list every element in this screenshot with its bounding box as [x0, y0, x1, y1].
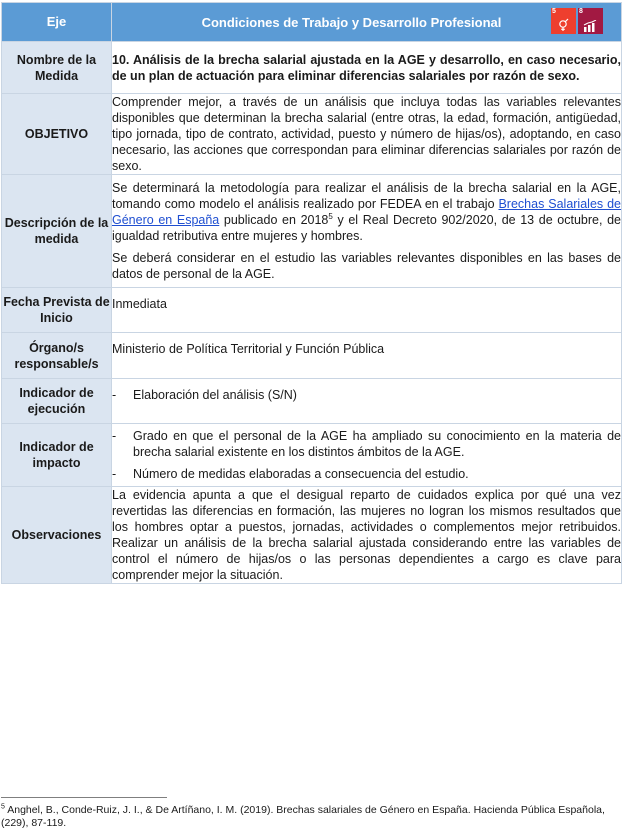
fecha-label: Fecha Prevista de Inicio: [2, 288, 112, 333]
descripcion-text-c: y el Real Decreto 902/2020, de 13 de octubre, de igualdad retributiva entre mujeres y hombres.: [112, 213, 621, 243]
sdg-5-icon: [551, 8, 576, 34]
nombre-value: 10. Análisis de la brecha salarial ajustada en la AGE y desarrollo, en caso necesario, de un plan de actuación para eliminar diferencias salariales por razón de sexo.: [112, 42, 622, 94]
sdg-icons: [551, 8, 603, 34]
gender-equality-icon: [556, 18, 570, 32]
list-item: - Elaboración del análisis (S/N): [112, 387, 621, 403]
axis-title-cell: [112, 3, 622, 42]
footnote-number: 5: [1, 803, 5, 811]
row-descripcion: [2, 175, 622, 288]
row-organo: [2, 333, 622, 379]
footnote-ref: 5: [328, 211, 333, 221]
row-observaciones: [2, 487, 622, 584]
indicador-ejecucion-value: [112, 379, 622, 424]
organo-value: Ministerio de Política Territorial y Función Pública: [112, 333, 622, 379]
nombre-label: Nombre de la Medida: [2, 42, 112, 94]
sdg-5-number: 5: [552, 8, 556, 15]
indicador-impacto-value: [112, 424, 622, 487]
sdg-8-icon: [578, 8, 603, 34]
fecha-value: Inmediata: [112, 288, 622, 333]
row-fecha: [2, 288, 622, 333]
footnote-text: Anghel, B., Conde-Ruiz, J. I., & De Artíñano, I. M. (2019). Brechas salariales de Género en España. Hacienda Pública Española, (229), 87-119.: [1, 804, 605, 829]
descripcion-text-a: Se determinará la metodología para realizar el análisis de la brecha salarial en la AGE, tomando como modelo el análisis realizado por FEDEA en el trabajo: [112, 181, 621, 211]
observaciones-value: La evidencia apunta a que el desigual reparto de cuidados explica por qué una vez revertidas las diferencias en formación, las mujeres no logran los mismos resultados que los hombres optar a puestos, jornadas, actividades o complementos mejor retribuidos. Realizar un análisis de la brecha salarial ajustada considerando entre las variables de control el número de hijas/os o las personas dependientes a cargo es clave para comprender mejor la situación.: [112, 488, 621, 582]
list-item: - Número de medidas elaboradas a consecuencia del estudio.: [112, 466, 621, 482]
fedea-study-link[interactable]: Brechas Salariales de Género en España: [112, 197, 621, 227]
descripcion-value: [112, 175, 622, 288]
measure-table: [1, 2, 622, 584]
objetivo-value: Comprender mejor, a través de un análisis que incluya todas las variables relevantes disponibles que determinan la brecha salarial (entre otras, la edad, formación, antigüedad, tipo jornada, tipo de contrato, actividad, puesto y número de hijas/os), adoptando, en caso necesario, las acciones que correspondan para eliminar diferencias salariales por razón de sexo.: [112, 95, 621, 173]
row-indicador-impacto: [2, 424, 622, 487]
objetivo-label: OBJETIVO: [2, 94, 112, 175]
ejecucion-list: [112, 387, 621, 403]
row-indicador-ejecucion: [2, 379, 622, 424]
footnote: [1, 804, 621, 830]
indicador-impacto-label: Indicador de impacto: [2, 424, 112, 487]
descripcion-label: Descripción de la medida: [2, 175, 112, 288]
observaciones-label: Observaciones: [2, 487, 112, 584]
impacto-list: [112, 428, 621, 482]
descripcion-text-b: publicado en 2018: [219, 213, 329, 227]
row-objetivo: [2, 94, 622, 175]
growth-chart-icon: [583, 20, 597, 32]
descripcion-paragraph-2: Se deberá considerar en el estudio las variables relevantes disponibles en las bases de datos de personal de la AGE.: [112, 251, 621, 281]
list-item: - Grado en que el personal de la AGE ha ampliado su conocimiento en la materia de brecha salarial existente en los distintos ámbitos de la AGE.: [112, 428, 621, 460]
table-header-row: [2, 3, 622, 42]
axis-title: Condiciones de Trabajo y Desarrollo Profesional: [201, 14, 502, 30]
footnote-separator: [1, 797, 167, 798]
indicador-ejecucion-label: Indicador de ejecución: [2, 379, 112, 424]
eje-header: Eje: [2, 3, 112, 42]
sdg-8-number: 8: [579, 8, 583, 15]
descripcion-paragraph-1: [112, 180, 621, 244]
organo-label: Órgano/s responsable/s: [2, 333, 112, 379]
row-nombre: [2, 42, 622, 94]
